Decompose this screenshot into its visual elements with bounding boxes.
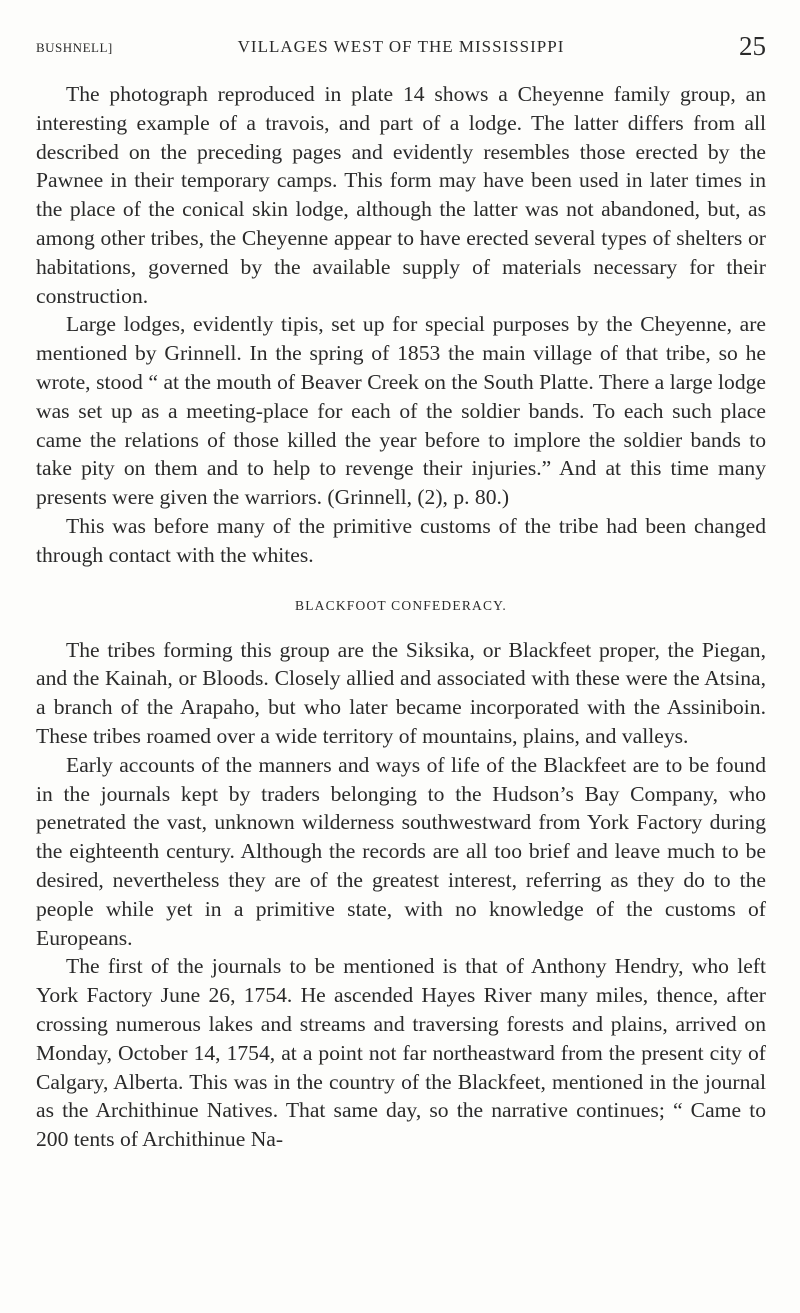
paragraph-primitive-customs: This was before many of the primitive customs of the tribe had been changed through contact with the whites. [36, 513, 766, 567]
paragraph-travois: The photograph reproduced in plate 14 shows a Cheyenne family group, an interesting example of a travois, and part of a lodge. The latter differs from all described on the preceding pages and evidently resembles those erected by the Pawnee in their temporary camps. This form may have been used in later times in the place of the conical skin lodge, although the latter was not abandoned, but, as among other tribes, the Cheyenne appear to have erected several types of shelters or habitations, governed by the available supply of materials necessary for their construction. [36, 82, 766, 308]
section-heading: BLACKFOOT CONFEDERACY. [295, 597, 507, 613]
body-text [36, 80, 766, 1154]
paragraph-early-accounts: Early accounts of the manners and ways of life of the Blackfeet are to be found in the journals kept by traders belonging to the Hudson’s Bay Company, who penetrated the vast, unknown wilderness southwestward from York Factory during the eighteenth century. Although the records are all too brief and leave much to be desired, nevertheless they are of the greatest interest, referring as they do to the people while yet in a primitive state, with no knowledge of the customs of Europeans. [36, 752, 766, 950]
running-head [36, 31, 766, 64]
paragraph-tribes: The tribes forming this group are the Siksika, or Blackfeet proper, the Piegan, and the Kainah, or Bloods. Closely allied and associated with these were the Atsina, a branch of the Arapaho, but who later became incorporated with the Assiniboin. These tribes roamed over a wide territory of mountains, plains, and valleys. [36, 637, 766, 748]
page-number: 25 [739, 31, 766, 61]
paragraph-large-lodges: Large lodges, evidently tipis, set up for special purposes by the Cheyenne, are mentioned by Grinnell. In the spring of 1853 the main village of that tribe, so he wrote, stood “ at the mouth of Beaver Creek on the South Platte. There a large lodge was set up as a meeting-place for each of the soldier bands. To each such place came the relations of those killed the year before to implore the soldier bands to take pity on them and to help to revenge their injuries.” And at this time many presents were given the warriors. (Grinnell, (2), p. 80.) [36, 312, 766, 510]
paragraph-hendry-journal: The first of the journals to be mentioned is that of Anthony Hendry, who left York Factory June 26, 1754. He ascended Hayes River many miles, thence, after crossing numerous lakes and streams and traversing forests and plains, arrived on Monday, October 14, 1754, at a point not far northeastward from the present city of Calgary, Alberta. This was in the country of the Blackfeet, mentioned in the journal as the Archithinue Natives. That same day, so the narrative continues; “ Came to 200 tents of Archithinue Na- [36, 954, 766, 1152]
running-head-author: BUSHNELL] [36, 40, 113, 55]
running-head-title: VILLAGES WEST OF THE MISSISSIPPI [237, 37, 565, 56]
